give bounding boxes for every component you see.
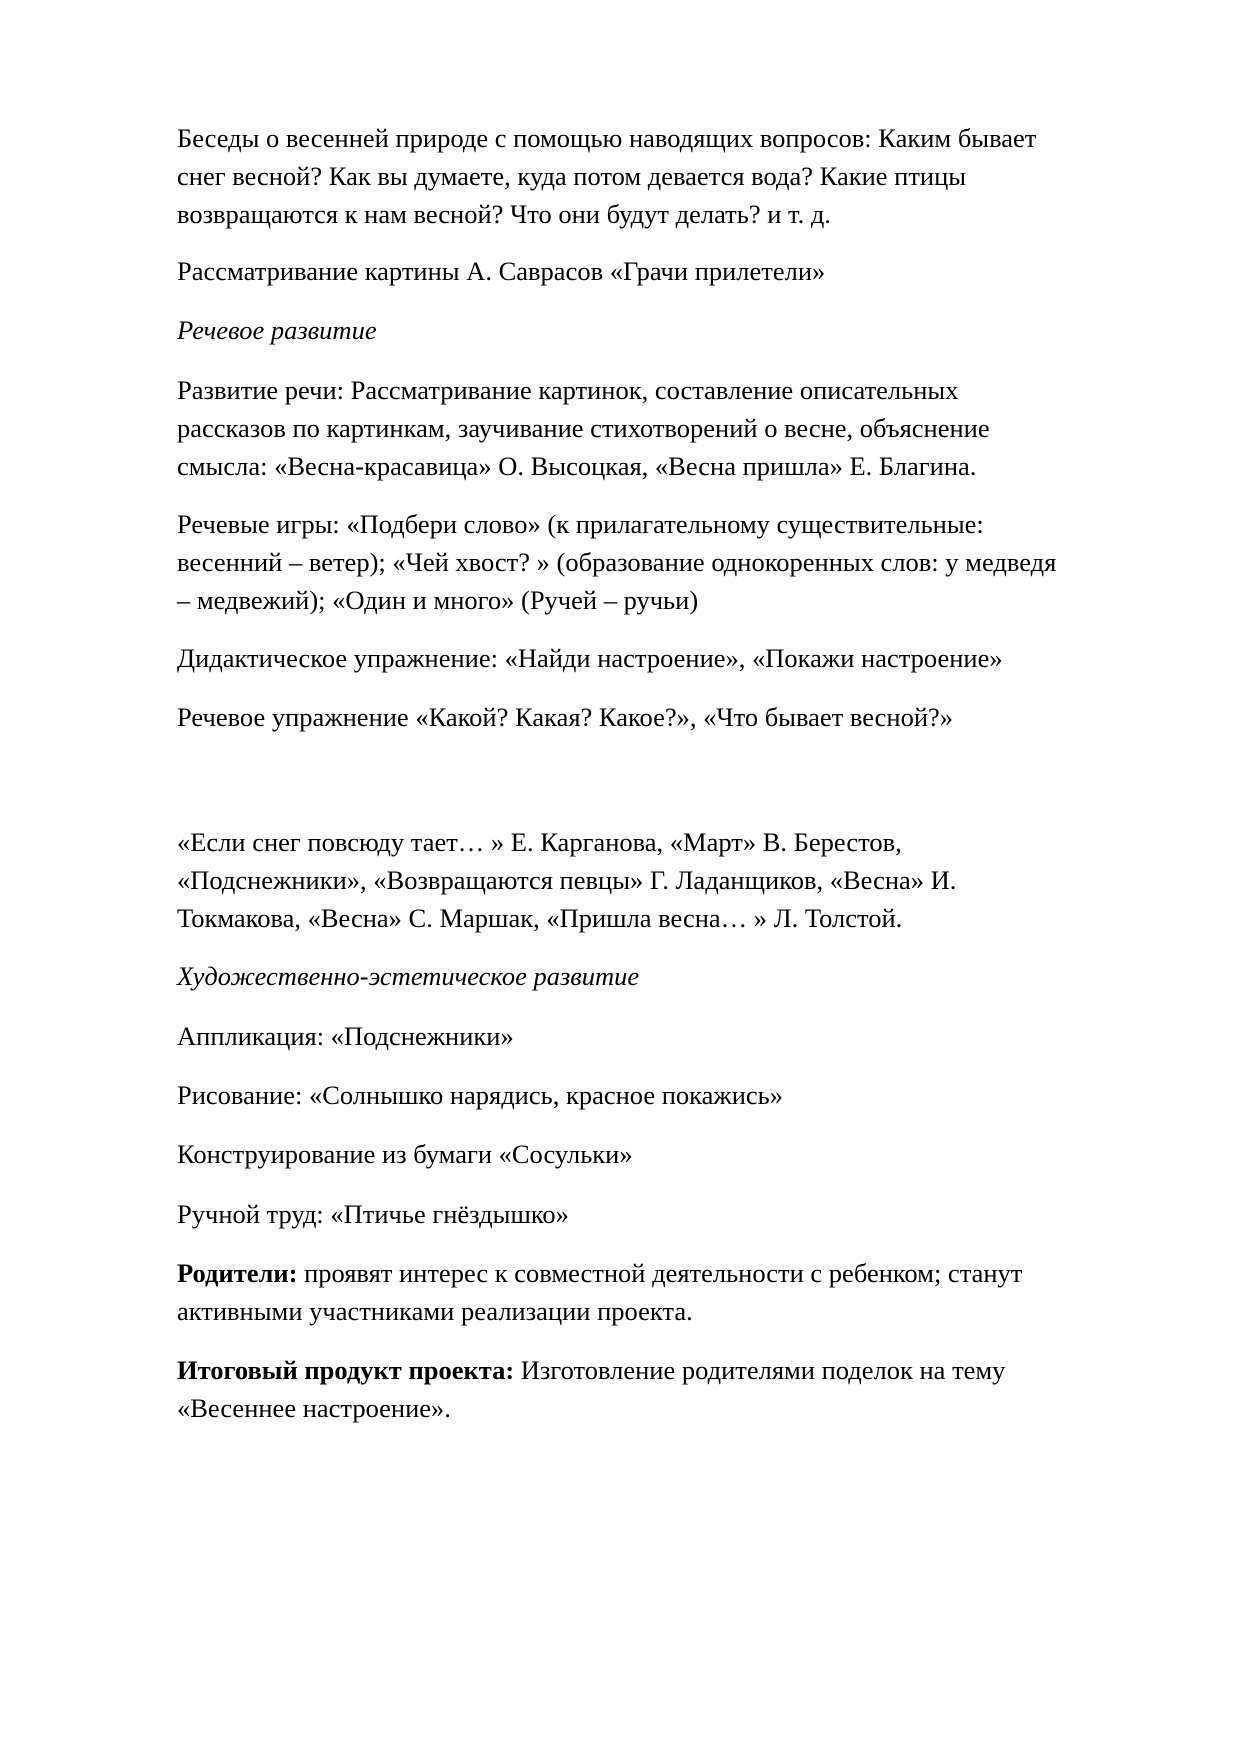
paragraph-poems [177,823,1167,937]
text-line: Беседы о весенней природе с помощью наводящих вопросов: Каким бывает [177,123,1037,153]
text-line: возвращаются к нам весной? Что они будут делать? и т. д. [177,199,831,229]
paragraph-product [177,1351,1167,1427]
paragraph-speech-games [177,505,1167,619]
paragraph-talks [177,119,1167,233]
text-line: – медвежий); «Один и много» (Ручей – ручьи) [177,585,699,615]
text-line: Ручной труд: «Птичье гнёздышко» [177,1199,569,1229]
paragraph-speech-development [177,371,1167,485]
text-line: Аппликация: «Подснежники» [177,1021,514,1051]
heading-text: Речевое развитие [177,315,377,345]
text-line [177,1254,1167,1292]
product-text: Изготовление родителями поделок на тему [514,1355,1006,1385]
text-line: «Подснежники», «Возвращаются певцы» Г. Ладанщиков, «Весна» И. [177,865,957,895]
paragraph-applique [177,1017,1167,1055]
product-colon: : [505,1355,515,1385]
parents-text: проявят интерес к совместной деятельности с ребенком; станут [297,1258,1023,1288]
text-line: активными участниками реализации проекта. [177,1296,693,1326]
text-line: Речевое упражнение «Какой? Какая? Какое?», «Что бывает весной?» [177,702,954,732]
text-line: «Весеннее настроение». [177,1393,451,1423]
text-line: Рисование: «Солнышко нарядись, красное покажись» [177,1080,784,1110]
heading-art-development [177,957,1167,995]
text-line [177,1351,1167,1389]
text-line: Конструирование из бумаги «Сосульки» [177,1139,633,1169]
paragraph-parents [177,1254,1167,1330]
paragraph-construction [177,1135,1167,1173]
text-line: Токмакова, «Весна» С. Маршак, «Пришла весна… » Л. Толстой. [177,903,903,933]
text-line: снег весной? Как вы думаете, куда потом девается вода? Какие птицы [177,161,967,191]
text-line: Рассматривание картины А. Саврасов «Грачи прилетели» [177,256,826,286]
product-label: Итоговый продукт проекта [177,1355,506,1385]
text-line: рассказов по картинкам, заучивание стихотворений о весне, объяснение [177,413,990,443]
text-line: смысла: «Весна-красавица» О. Высоцкая, «Весна пришла» Е. Благина. [177,451,977,481]
text-line: Развитие речи: Рассматривание картинок, составление описательных [177,375,959,405]
paragraph-didactic-exercise [177,639,1167,677]
paragraph-painting [177,252,1167,290]
paragraph-drawing [177,1076,1167,1114]
heading-speech-development [177,311,1167,349]
parents-label: Родители: [177,1258,298,1288]
text-line: Дидактическое упражнение: «Найди настроение», «Покажи настроение» [177,643,1003,673]
text-line: Речевые игры: «Подбери слово» (к прилагательному существительные: [177,509,984,539]
heading-text: Художественно-эстетическое развитие [177,961,640,991]
text-line: «Если снег повсюду тает… » Е. Карганова, «Март» В. Берестов, [177,827,902,857]
paragraph-handcraft [177,1195,1167,1233]
text-line: весенний – ветер); «Чей хвост? » (образование однокоренных слов: у медведя [177,547,1057,577]
paragraph-speech-exercise [177,698,1167,736]
